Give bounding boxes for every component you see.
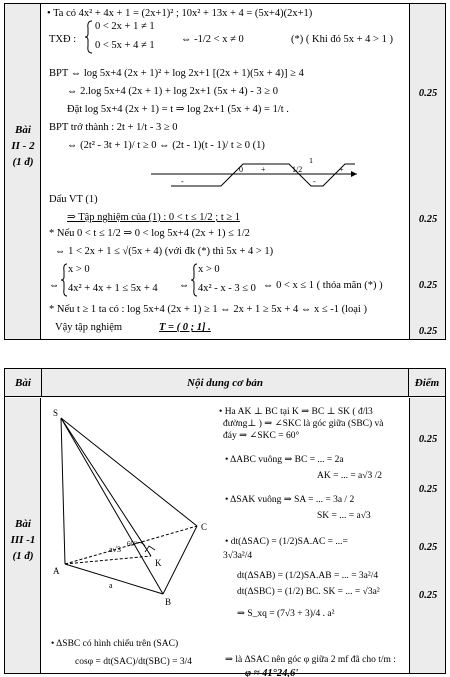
solution-line: SK = ... = a√3 [317,511,371,521]
problem-label-number: II - 2 [11,140,35,152]
solution-line: BPT trở thành : 2t + 1/t - 3 ≥ 0 [49,122,178,133]
solution-line: ⇒ S_xq = (7√3 + 3)/4 . a² [237,609,335,619]
score-column [409,4,445,339]
sign-chart-tick-label: 0 [239,165,243,174]
problem-label-word: Bài [15,518,31,530]
solution-line: đáy ⇒ ∠SKC = 60° [223,431,300,441]
solution-line: ⇒ Tập nghiệm của (1) : 0 < t ≤ 1/2 ; t ≥ 1 [67,212,241,223]
solution-line: TXĐ : [49,34,77,45]
score-value: 0.25 [418,214,438,225]
solution-line: Dấu VT (1) [49,194,98,205]
score-value: 0.25 [418,434,438,445]
vertex-label: A [53,566,60,576]
system-brace-icon [85,20,93,54]
solution-line: dt(ΔSAB) = (1/2)SA.AB = ... = 3a²/4 [237,571,379,581]
edge-label: a√3 [109,545,121,554]
problem-label-points: (1 đ) [12,550,34,562]
solution-table-part-2 [4,368,446,677]
edge-label: a [109,581,113,590]
solution-line: • Ta có 4x² + 4x + 1 = (2x+1)² ; 10x² + 13x + 4 = (5x+4)(2x+1) [47,8,313,19]
problem-label-word: Bài [15,124,31,136]
score-value: 0.25 [418,280,438,291]
header-content: Nội dung cơ bản [187,377,263,389]
angle-label: 60° [127,540,137,548]
solution-line: Đặt log 5x+4 (2x + 1) = t ⇒ log 2x+1 (5x + 4) = 1/t . [67,104,289,115]
solution-table-part-1 [4,3,446,340]
solution-line: BPT ⇔ log 5x+4 (2x + 1)² + log 2x+1 [(2x + 1)(5x + 4)] ≥ 4 [49,68,304,79]
solution-content [41,4,409,339]
solution-line: dt(ΔSBC) = (1/2) BC. SK = ... = √3a² [237,587,380,597]
problem-label-column [5,398,41,673]
score-value: 0.25 [418,484,438,495]
vertex-label: K [155,558,162,568]
table-header-row [5,369,445,397]
solution-line: 4x² + 4x + 1 ≤ 5x + 4 [68,283,158,294]
solution-answer: T = ( 0 ; 1] . [159,322,211,333]
solution-line: • dt(ΔSAC) = (1/2)SA.AC = ...= [225,537,348,547]
vertex-label: S [53,408,59,418]
problem-label-number: III -1 [10,534,36,546]
solution-line: • ΔSBC có hình chiếu trên (SAC) [51,639,179,649]
score-column [409,398,445,673]
sign-chart-tick-label: 1 [309,158,313,165]
sign-chart-arrow-icon [351,171,357,177]
solution-line: ⇔ [49,280,60,291]
solution-line: 4x² - x - 3 ≤ 0 [198,283,256,294]
sign-chart-sign: + [339,165,344,174]
solution-line: ⇔ (2t² - 3t + 1)/ t ≥ 0 ⇔ (2t - 1)(t - 1)/ t ≥ 0 (1) [67,140,265,151]
problem-label-column [5,4,41,339]
solution-line: ⇔ -1/2 < x ≠ 0 [181,34,244,45]
system-brace-icon [61,263,68,297]
system-brace-icon [191,263,198,297]
solution-line: * Nếu 0 < t ≤ 1/2 ⇒ 0 < log 5x+4 (2x + 1) ≤ 1/2 [49,228,250,239]
header-points: Điểm [414,377,440,389]
solution-line: ⇔ [179,280,190,291]
solution-line: x > 0 [68,264,90,275]
vertex-label: B [165,597,172,606]
solution-line: • ΔABC vuông ⇒ BC = ... = 2a [225,455,344,465]
solution-line: 3√3a²/4 [223,551,253,561]
score-value: 0.25 [418,542,438,553]
sign-chart-sign: - [181,177,184,186]
pyramid-figure [47,406,211,606]
solution-line: cosφ = dt(SAC)/dt(SBC) = 3/4 [75,657,193,667]
sign-chart-sign: - [313,177,316,186]
score-value: 0.25 [418,326,438,337]
solution-answer: φ ≈ 41°24,6' [245,668,299,677]
solution-line: • ΔSAK vuông ⇒ SA = ... = 3a / 2 [225,495,355,505]
solution-line: * Nếu t ≥ 1 ta có : log 5x+4 (2x + 1) ≥ 1 ⇔ 2x + 1 ≥ 5x + 4 ⇔ x ≤ -1 (loại ) [49,304,367,315]
solution-line: ⇔ 2.log 5x+4 (2x + 1) + log 2x+1 (5x + 4) - 3 ≥ 0 [67,86,278,97]
solution-line: • Ha AK ⊥ BC tại K ⇒ BC ⊥ SK ( đ/l3 [219,407,373,417]
solution-line: ⇔ 0 < x ≤ 1 ( thỏa mãn (*) ) [263,280,383,291]
score-value: 0.25 [418,590,438,601]
sign-chart-sign: + [261,165,266,174]
sign-chart [151,158,361,194]
score-value: 0.25 [418,88,438,99]
problem-label-points: (1 đ) [12,156,34,168]
solution-content [41,398,409,677]
solution-line: x > 0 [198,264,220,275]
sign-chart-tick-label: 1/2 [292,165,303,174]
solution-line: ⇔ 1 < 2x + 1 ≤ √(5x + 4) (với đk (*) thì 5x + 4 > 1) [55,246,274,257]
solution-line: ⇒ là ΔSAC nên góc φ giữa 2 mf đã cho t/m : [225,655,396,665]
solution-line: 0 < 5x + 4 ≠ 1 [95,40,155,51]
solution-line: đường⊥ ) ⇒ ∠SKC là góc giữa (SBC) và [223,419,384,429]
solution-line: 0 < 2x + 1 ≠ 1 [95,21,155,32]
solution-line: Vậy tập nghiệm [55,322,123,333]
vertex-label: C [201,522,208,532]
solution-line: AK = ... = a√3 /2 [317,471,383,481]
solution-line: (*) ( Khi đó 5x + 4 > 1 ) [291,34,393,45]
header-problem: Bài [15,377,31,389]
